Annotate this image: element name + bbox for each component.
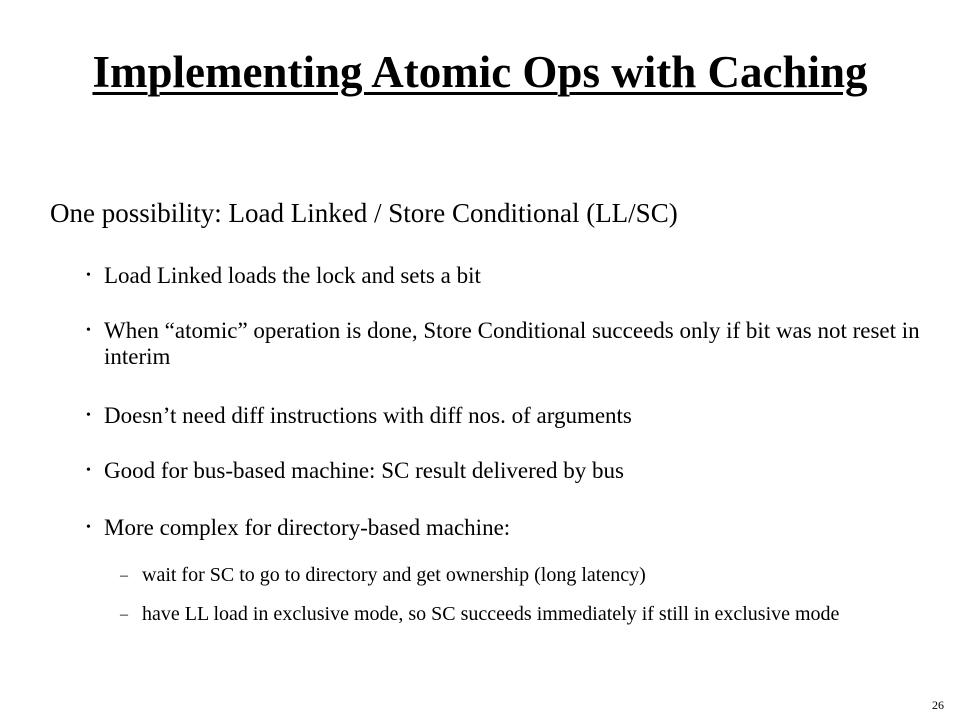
sub-bullet-dash-icon: –	[120, 606, 128, 623]
bullet-text: Doesn’t need diff instructions with diff nos. of arguments	[104, 403, 632, 428]
page-number: 26	[932, 698, 944, 712]
bullet-item	[86, 403, 926, 429]
bullet-text: Load Linked loads the lock and sets a bit	[104, 263, 481, 288]
bullet-item	[86, 458, 926, 484]
bullet-item	[86, 318, 926, 370]
bullet-dot-icon: •	[86, 463, 91, 478]
intro-line: One possibility: Load Linked / Store Conditional (LL/SC)	[50, 198, 678, 228]
bullet-item	[86, 263, 926, 289]
bullet-text: More complex for directory-based machine:	[104, 515, 511, 540]
bullet-dot-icon: •	[86, 268, 91, 283]
sub-bullet-item	[120, 603, 910, 625]
bullet-dot-icon: •	[86, 323, 91, 338]
sub-bullet-dash-icon: –	[120, 567, 128, 584]
bullet-item	[86, 515, 926, 541]
bullet-text: When “atomic” operation is done, Store Conditional succeeds only if bit was not reset in interim	[104, 318, 920, 369]
sub-bullet-text: wait for SC to go to directory and get ownership (long latency)	[142, 564, 646, 586]
sub-bullet-item	[120, 564, 910, 586]
bullet-text: Good for bus-based machine: SC result delivered by bus	[104, 458, 624, 483]
sub-bullet-text: have LL load in exclusive mode, so SC succeeds immediately if still in exclusive mode	[142, 603, 840, 625]
slide-title: Implementing Atomic Ops with Caching	[92, 47, 868, 97]
bullet-dot-icon: •	[86, 408, 91, 423]
bullet-dot-icon: •	[86, 520, 91, 535]
